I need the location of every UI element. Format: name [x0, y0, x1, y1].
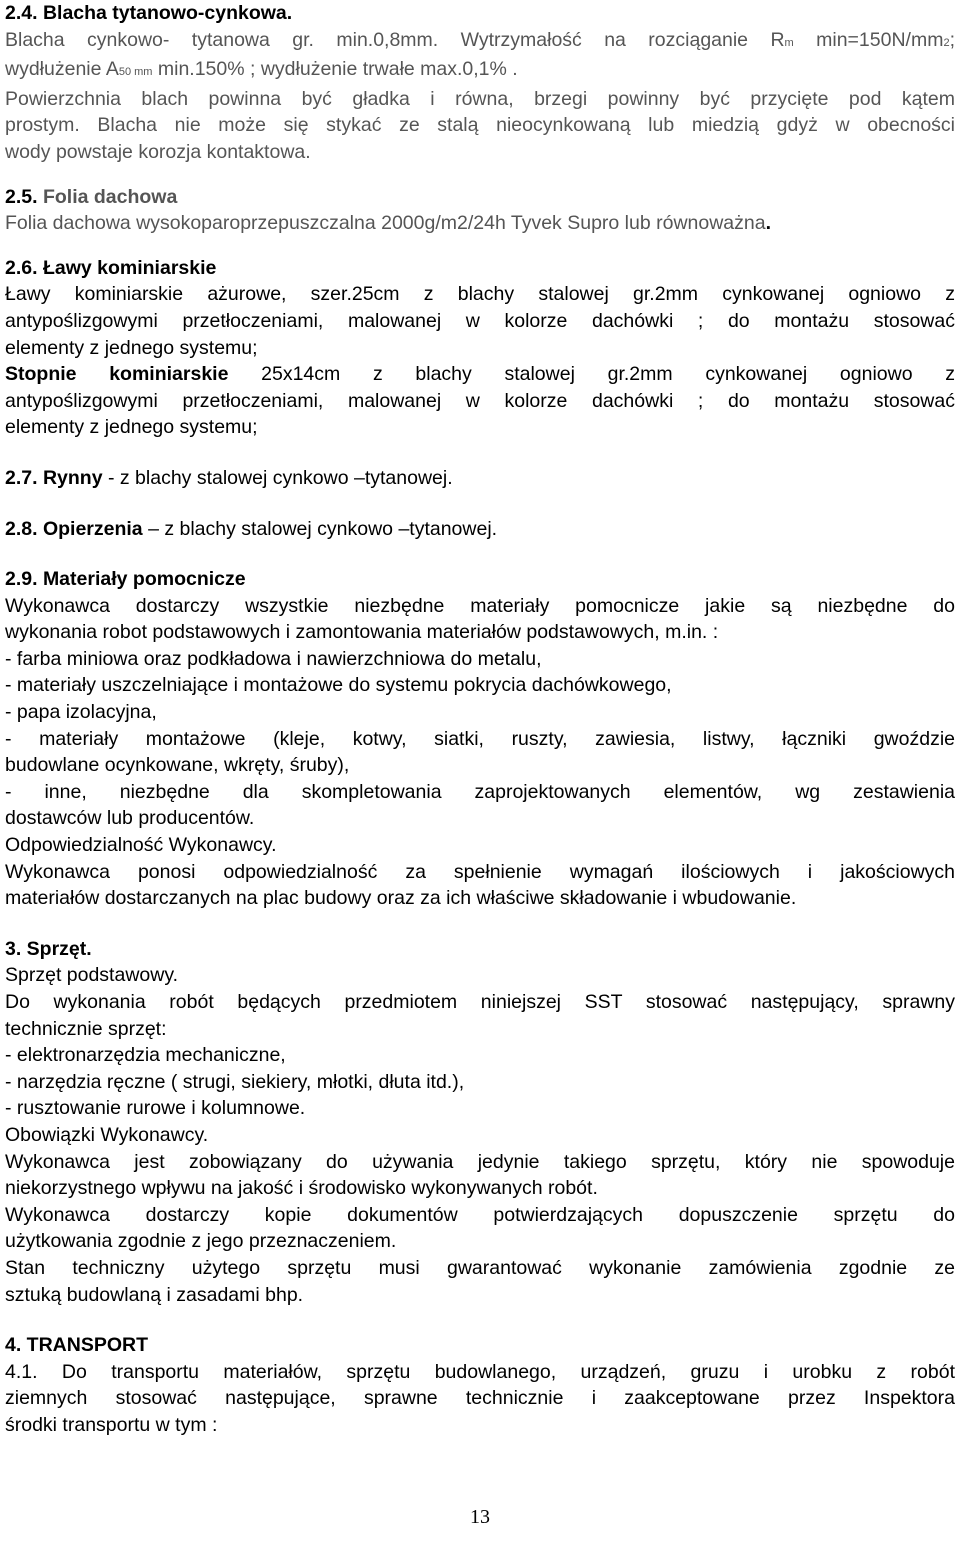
paragraph-line: ziemnych stosować następujące, sprawne technicznie i zaakceptowane przez Inspektora	[5, 1387, 955, 1410]
section-heading: 4. TRANSPORT	[5, 1334, 149, 1357]
document-page	[5, 0, 955, 1439]
list-item: - materiały uszczelniające i montażowe do systemu pokrycia dachówkowego,	[5, 674, 672, 697]
paragraph-line: elementy z jednego systemu;	[5, 416, 258, 439]
paragraph-line: prostym. Blacha nie może się stykać ze stalą nieocynkowaną lub miedzią gdyż w obecności	[5, 114, 955, 137]
paragraph-line: Wykonawca ponosi odpowiedzialność za spełnienie wymagań ilościowych i jakościowych	[5, 860, 955, 883]
section-2-5	[5, 184, 955, 237]
paragraph-line: sztuką budowlaną i zasadami bhp.	[5, 1283, 304, 1306]
paragraph-line: Sprzęt podstawowy.	[5, 964, 179, 987]
paragraph-line: wydłużenie A50 mm min.150% ; wydłużenie trwałe max.0,1% .	[5, 58, 518, 81]
paragraph-line: Wykonawca jest zobowiązany do używania jedynie takiego sprzętu, który nie spowoduje	[5, 1150, 955, 1173]
paragraph-line: Odpowiedzialność Wykonawcy.	[5, 834, 277, 857]
paragraph-line: Wykonawca dostarczy wszystkie niezbędne materiały pomocnicze jakie są niezbędne do	[5, 594, 955, 617]
list-item: - inne, niezbędne dla skompletowania zaprojektowanych elementów, wg zestawienia	[5, 780, 955, 803]
paragraph-line: niekorzystnego wpływu na jakość i środowisko wykonywanych robót.	[5, 1177, 598, 1200]
paragraph-line: antypoślizgowymi przetłoczeniami, malowanej w kolorze dachówki ; do montażu stosować	[5, 389, 955, 412]
paragraph-line: wody powstaje korozja kontaktowa.	[5, 140, 311, 163]
section-2-9	[5, 566, 955, 912]
list-item-continuation: budowlane ocynkowane, wkręty, śruby),	[5, 754, 350, 777]
section-2-7: 2.7. Rynny - z blachy stalowej cynkowo –tytanowej.	[5, 466, 453, 489]
paragraph-line: Ławy kominiarskie ażurowe, szer.25cm z blachy stalowej gr.2mm cynkowanej ogniowo z	[5, 283, 955, 306]
section-3	[5, 936, 955, 1308]
section-4	[5, 1332, 955, 1438]
paragraph-line: technicznie sprzęt:	[5, 1017, 167, 1040]
paragraph-line: Stan techniczny użytego sprzętu musi gwarantować wykonanie zamówienia zgodnie ze	[5, 1256, 955, 1279]
list-item: - papa izolacyjna,	[5, 701, 157, 724]
section-heading: 2.9. Materiały pomocnicze	[5, 568, 246, 591]
paragraph-line: wykonania robot podstawowych i zamontowania materiałów podstawowych, m.in. :	[5, 621, 719, 644]
section-heading: 3. Sprzęt.	[5, 937, 92, 960]
list-item: - materiały montażowe (kleje, kotwy, siatki, ruszty, zawiesia, listwy, łączniki gwoździe	[5, 727, 955, 750]
paragraph-line: Stopnie kominiarskie 25x14cm z blachy stalowej gr.2mm cynkowanej ogniowo z	[5, 363, 955, 386]
list-item: - farba miniowa oraz podkładowa i nawierzchniowa do metalu,	[5, 647, 542, 670]
list-item-continuation: dostawców lub producentów.	[5, 807, 255, 830]
list-item: - narzędzia ręczne ( strugi, siekiery, młotki, dłuta itd.),	[5, 1070, 465, 1093]
section-heading: 2.5. Folia dachowa	[5, 185, 178, 208]
paragraph-line: Blacha cynkowo- tytanowa gr. min.0,8mm. Wytrzymałość na rozciąganie Rm min=150N/mm2;	[5, 28, 955, 51]
section-heading: 2.4. Blacha tytanowo-cynkowa.	[5, 2, 293, 24]
paragraph-line: Powierzchnia blach powinna być gładka i równa, brzegi powinny być przycięte pod kątem	[5, 87, 955, 110]
section-2-4	[5, 0, 955, 166]
paragraph-line: 4.1. Do transportu materiałów, sprzętu budowlanego, urządzeń, gruzu i urobku z robót	[5, 1360, 955, 1383]
section-2-8: 2.8. Opierzenia – z blachy stalowej cynkowo –tytanowej.	[5, 517, 498, 540]
paragraph-line: Wykonawca dostarczy kopie dokumentów potwierdzających dopuszczenie sprzętu do	[5, 1203, 955, 1226]
page-number: 13	[470, 1506, 490, 1528]
paragraph-line: elementy z jednego systemu;	[5, 336, 258, 359]
paragraph-line: Do wykonania robót będących przedmiotem niniejszej SST stosować następujący, sprawny	[5, 991, 955, 1013]
list-item: - elektronarzędzia mechaniczne,	[5, 1044, 286, 1067]
section-heading: 2.6. Ławy kominiarskie	[5, 256, 217, 279]
paragraph-line: antypoślizgowymi przetłoczeniami, malowanej w kolorze dachówki ; do montażu stosować	[5, 309, 955, 332]
paragraph-line: Folia dachowa wysokoparoprzepuszczalna 2000g/m2/24h Tyvek Supro lub równoważna.	[5, 212, 772, 235]
paragraph-line: Obowiązki Wykonawcy.	[5, 1123, 209, 1146]
paragraph-line: użytkowania zgodnie z jego przeznaczeniem.	[5, 1230, 397, 1253]
section-2-6	[5, 255, 955, 441]
list-item: - rusztowanie rurowe i kolumnowe.	[5, 1097, 306, 1120]
paragraph-line: środki transportu w tym :	[5, 1413, 218, 1436]
paragraph-line: materiałów dostarczanych na plac budowy oraz za ich właściwe składowanie i wbudowanie.	[5, 887, 797, 910]
